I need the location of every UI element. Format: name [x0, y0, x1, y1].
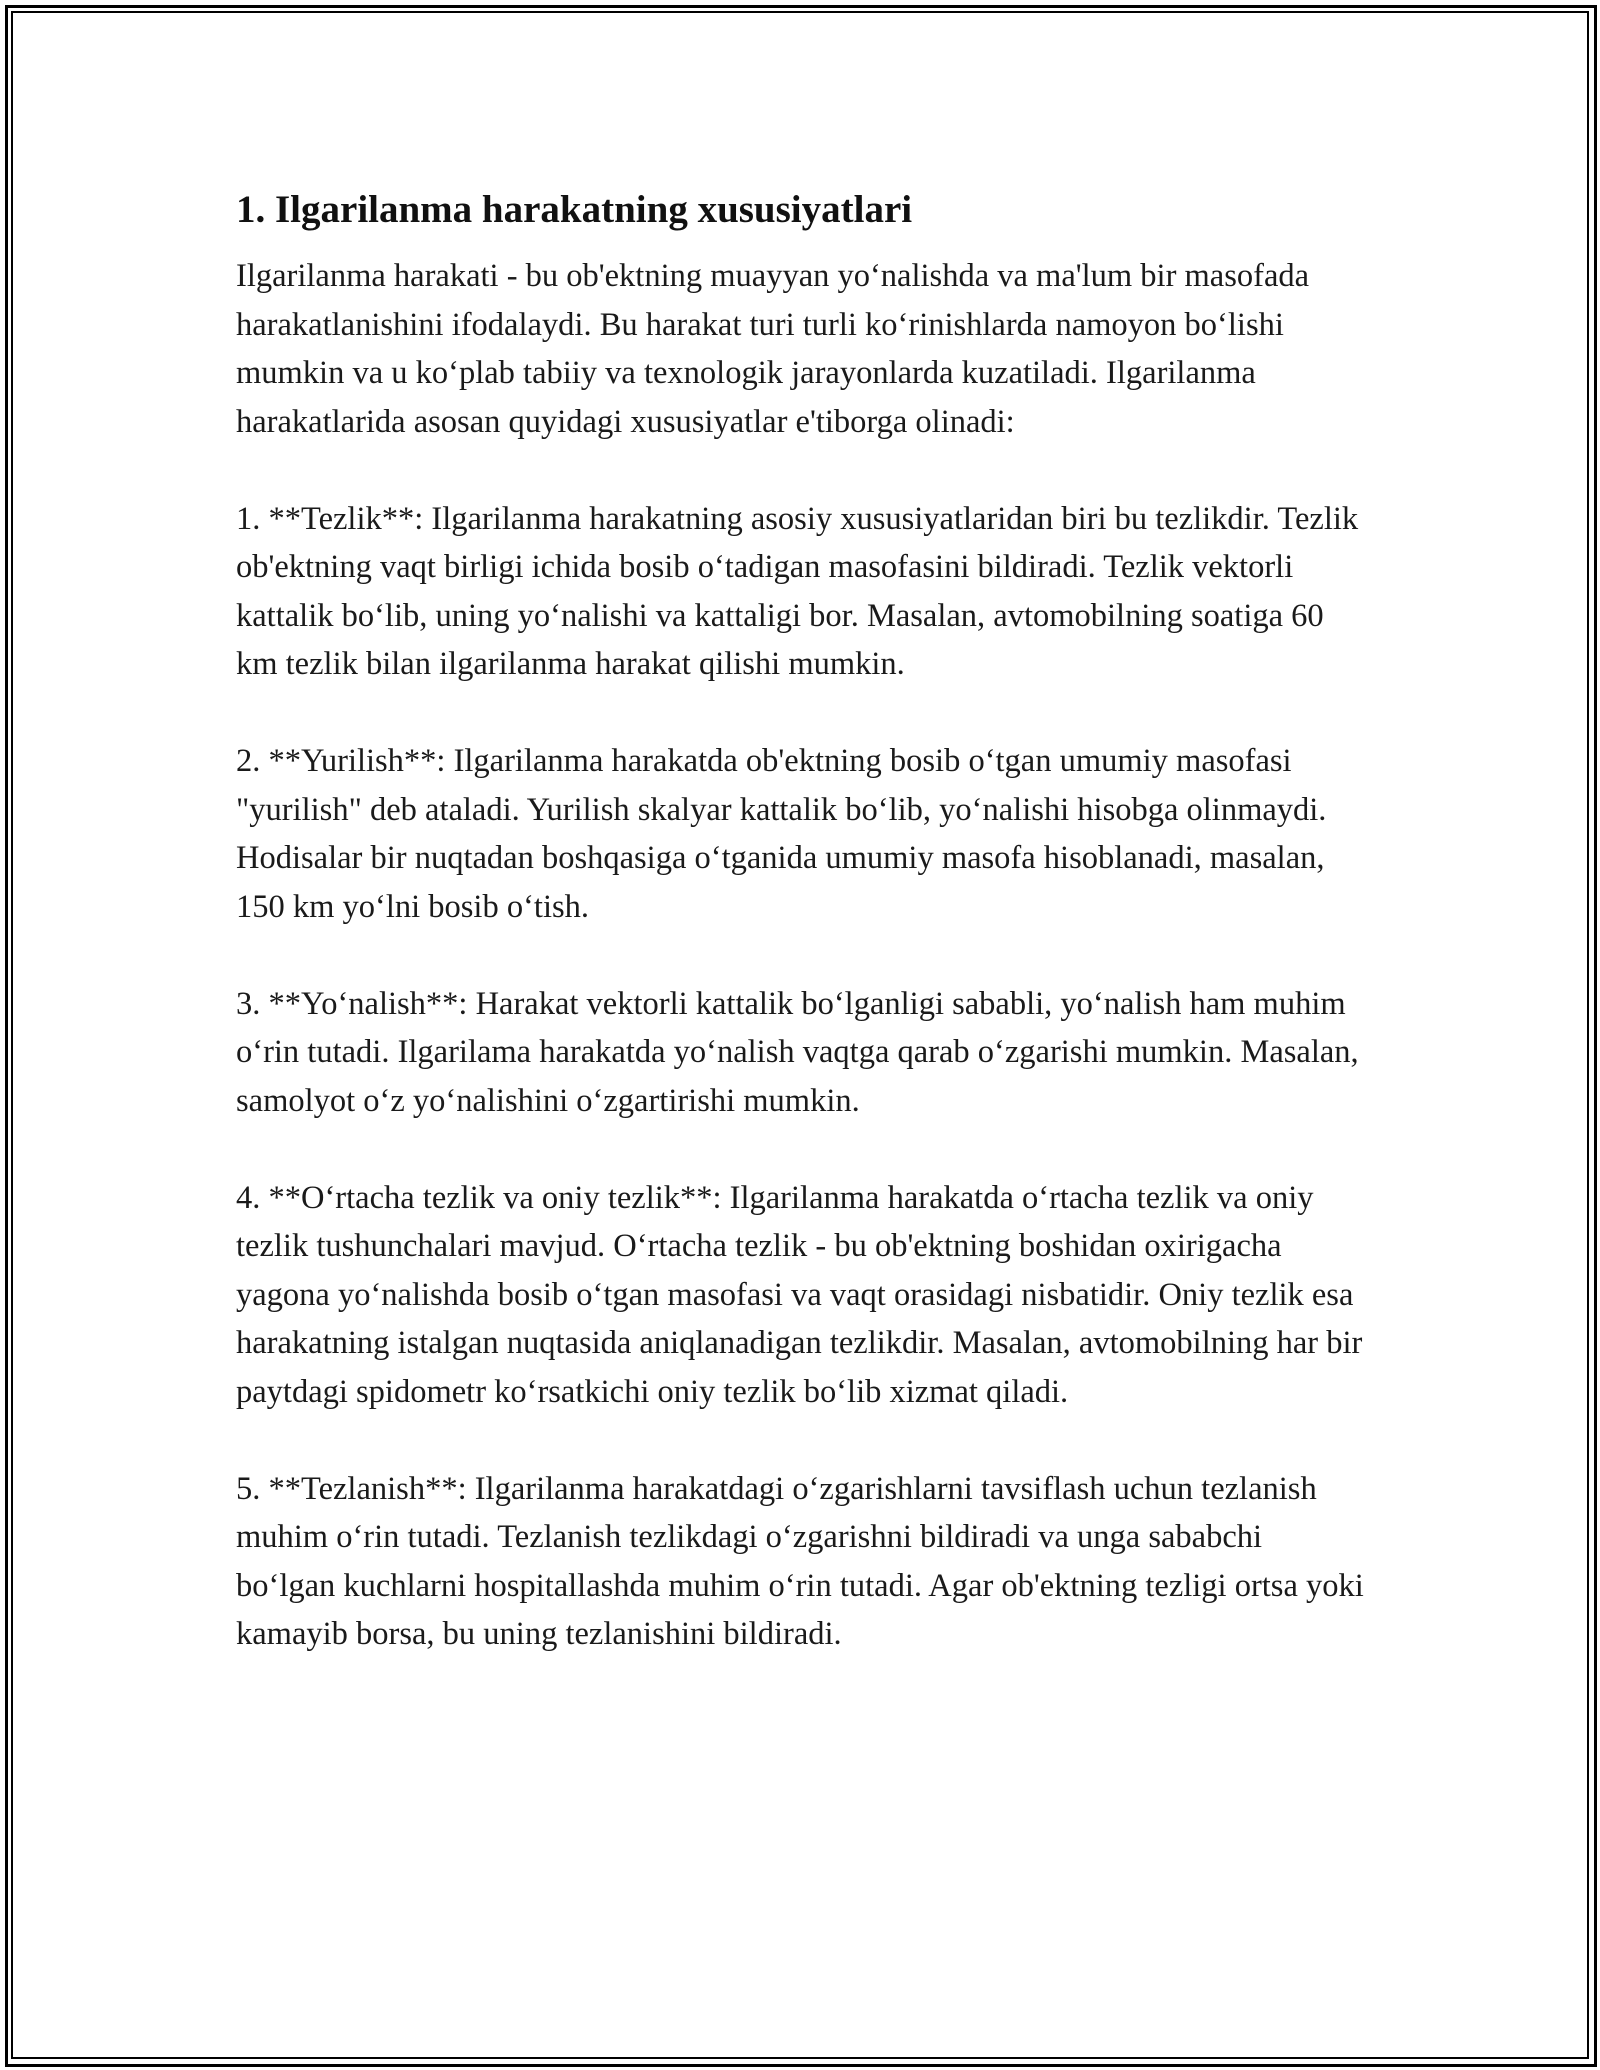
paragraph-tezlik: 1. **Tezlik**: Ilgarilanma harakatning asosiy xususiyatlaridan biri bu tezlikdir. Tezlik ob'ektning vaqt birligi ichida bosib o‘tadigan masofasini bildiradi. Tezlik vektorli kattalik bo‘lib, uning yo‘nalishi va kattaligi bor. Masalan, avtomobilning soatiga 60 km tezlik bilan ilgarilanma harakat qilishi mumkin. — [236, 500, 1359, 682]
section-heading: 1. Ilgarilanma harakatning xususiyatlari — [236, 188, 913, 231]
paragraph-tezlanish: 5. **Tezlanish**: Ilgarilanma harakatdagi o‘zgarishlarni tavsiflash uchun tezlanish muhim o‘rin tutadi. Tezlanish tezlikdagi o‘zgarishni bildiradi va unga sababchi bo‘lgan kuchlarni hospitallashda muhim o‘rin tutadi. Agar ob'ektning tezligi ortsa yoki kamayib borsa, bu uning tezlanishini bildiradi. — [236, 1470, 1364, 1652]
paragraph-yurilish: 2. **Yurilish**: Ilgarilanma harakatda ob'ektning bosib o‘tgan umumiy masofasi "yurilish" deb ataladi. Yurilish skalyar kattalik bo‘lib, yo‘nalishi hisobga olinmaydi. Hodisalar bir nuqtadan boshqasiga o‘tganida umumiy masofa hisoblanadi, masalan, 150 km yo‘lni bosib o‘tish. — [236, 743, 1327, 925]
paragraph-ortacha-oniy-tezlik: 4. **O‘rtacha tezlik va oniy tezlik**: Ilgarilanma harakatda o‘rtacha tezlik va oniy tezlik tushunchalari mavjud. O‘rtacha tezlik - bu ob'ektning boshidan oxirigacha yagona yo‘nalishda bosib o‘tgan masofasi va vaqt orasidagi nisbatidir. Oniy tezlik esa harakatning istalgan nuqtasida aniqlanadigan tezlikdir. Masalan, avtomobilning har bir paytdagi spidometr ko‘rsatkichi oniy tezlik bo‘lib xizmat qiladi. — [236, 1179, 1363, 1410]
paragraph-yonalish: 3. **Yo‘nalish**: Harakat vektorli kattalik bo‘lganligi sababli, yo‘nalish ham muhim o‘rin tutadi. Ilgarilama harakatda yo‘nalish vaqtga qarab o‘zgarishi mumkin. Masalan, samolyot o‘z yo‘nalishini o‘zgartirishi mumkin. — [236, 985, 1359, 1119]
intro-paragraph: Ilgarilanma harakati - bu ob'ektning muayyan yo‘nalishda va ma'lum bir masofada harakatlanishini ifodalaydi. Bu harakat turi turli ko‘rinishlarda namoyon bo‘lishi mumkin va u ko‘plab tabiiy va texnologik jarayonlarda kuzatiladi. Ilgarilanma harakatlarida asosan quyidagi xususiyatlar e'tiborga olinadi: — [236, 258, 1310, 440]
document-body — [236, 184, 1366, 1707]
